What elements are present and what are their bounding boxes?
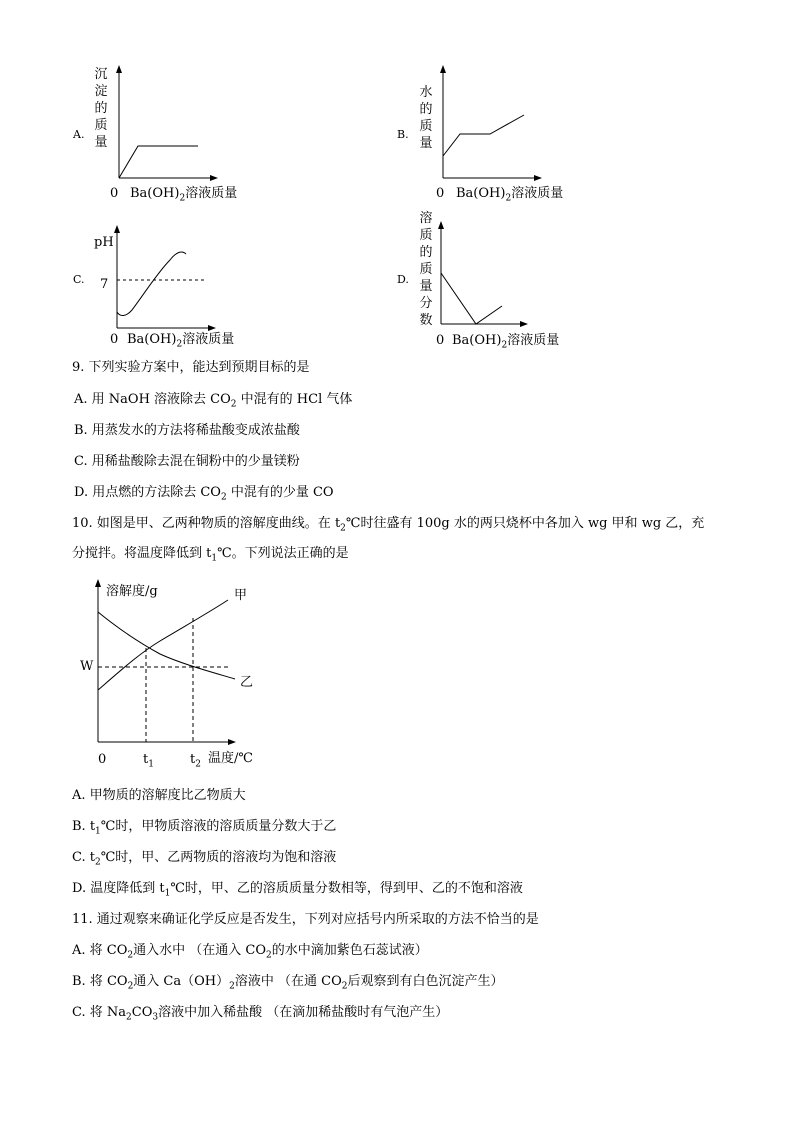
question-11-option-a: A. 将 $CO_2$通入水中 （在通入 $CO_2$的水中滴加紫色石蕊试液）: [72, 943, 428, 961]
graph-a-plot: [110, 62, 220, 184]
option-a-label: A.: [73, 128, 85, 141]
ylabel-char: 量: [94, 135, 108, 150]
t2-tick-label: $t_2$: [190, 752, 201, 770]
x-axis-arrow: [210, 175, 218, 181]
precipitate-curve: [119, 146, 198, 178]
graph-c-ylabel: pH: [94, 235, 114, 250]
x-axis-arrow: [208, 325, 216, 331]
solubility-ylabel: 溶解度/g: [106, 584, 158, 599]
graph-c-origin: 0: [110, 332, 119, 347]
w-label: W: [80, 659, 94, 674]
graph-b-origin: 0: [436, 186, 445, 201]
solubility-origin: 0: [98, 752, 107, 767]
graph-c-xlabel: $Ba(OH)_2$溶液质量: [127, 332, 235, 350]
mass-fraction-curve: [441, 273, 502, 324]
question-10-stem-line1: 10. 如图是甲、乙两种物质的溶解度曲线。在 $t_2℃$时往盛有 100g 水的两只烧杯中各加入 wg 甲和 wg 乙，充: [72, 516, 705, 534]
graph-c-ytick-7: 7: [100, 277, 109, 292]
ylabel-char: 质: [94, 118, 108, 133]
x-axis-arrow: [228, 739, 236, 745]
question-10-stem-line2: 分搅拌。将温度降低到 $t_1℃$。下列说法正确的是: [72, 546, 349, 564]
question-11-option-c: C. 将 $Na_2CO_3$溶液中加入稀盐酸 （在滴加稀盐酸时有气泡产生）: [72, 1005, 449, 1023]
ylabel-char: 的: [94, 101, 108, 116]
ylabel-char: 水: [419, 85, 433, 100]
x-axis-arrow: [520, 321, 528, 327]
y-axis-arrow: [114, 225, 120, 233]
question-10-option-b: B. $t_1℃$时，甲物质溶液的溶质质量分数大于乙: [72, 819, 337, 837]
question-9-option-b: B. 用蒸发水的方法将稀盐酸变成浓盐酸: [74, 423, 300, 438]
y-axis-arrow: [116, 65, 122, 73]
y-axis-arrow: [440, 65, 446, 73]
graph-a-xlabel: $Ba(OH)_2$溶液质量: [130, 186, 238, 204]
ylabel-char: 质: [419, 262, 433, 277]
ylabel-char: 数: [419, 313, 433, 328]
y-axis-arrow: [95, 579, 101, 587]
graph-b-xlabel: $Ba(OH)_2$溶液质量: [456, 186, 564, 204]
option-b-label: B.: [397, 128, 409, 141]
x-axis-arrow: [534, 175, 542, 181]
question-9-option-d: D. 用点燃的方法除去 $CO_2$ 中混有的少量 CO: [74, 485, 334, 503]
curve-label-jia: 甲: [234, 588, 248, 603]
graph-a-ylabel: [93, 66, 109, 151]
y-axis-arrow: [438, 221, 444, 229]
question-10-option-a: A. 甲物质的溶解度比乙物质大: [72, 788, 246, 803]
ylabel-char: 的: [419, 102, 433, 117]
t1-tick-label: $t_1$: [143, 752, 154, 770]
graph-d-plot: [432, 218, 532, 330]
graph-b-ylabel: [418, 84, 434, 152]
graph-d-xlabel: $Ba(OH)_2$溶液质量: [452, 333, 560, 351]
water-mass-curve: [443, 115, 524, 156]
graph-a-origin: 0: [110, 186, 119, 201]
ylabel-char: 量: [419, 279, 433, 294]
ylabel-char: 沉: [94, 67, 108, 82]
ylabel-char: 量: [419, 136, 433, 151]
ylabel-char: 质: [419, 228, 433, 243]
graph-b-plot: [434, 62, 544, 184]
ph-curve: [117, 252, 186, 316]
graph-c-plot: [108, 222, 218, 334]
question-9-stem: 9. 下列实验方案中，能达到预期目标的是: [72, 360, 310, 375]
option-c-label: C.: [73, 273, 85, 286]
graph-d-origin: 0: [436, 333, 445, 348]
solubility-xlabel: 温度/℃: [208, 751, 253, 766]
ylabel-char: 淀: [94, 84, 108, 99]
question-10-option-d: D. 温度降低到 $t_1℃$时，甲、乙的溶质质量分数相等，得到甲、乙的不饱和溶液: [72, 881, 523, 899]
option-d-label: D.: [397, 273, 409, 286]
question-11-stem: 11. 通过观察来确证化学反应是否发生，下列对应括号内所采取的方法不恰当的是: [72, 912, 539, 927]
question-11-option-b: B. 将 $CO_2$通入 $Ca(OH)_2$溶液中 （在通 $CO_2$后观察到有白色沉淀产生）: [72, 974, 504, 992]
ylabel-char: 质: [419, 119, 433, 134]
curve-jia: [98, 600, 228, 690]
ylabel-char: 的: [419, 245, 433, 260]
ylabel-char: 溶: [419, 211, 433, 226]
question-9-option-c: C. 用稀盐酸除去混在铜粉中的少量镁粉: [74, 454, 300, 469]
curve-label-yi: 乙: [240, 675, 254, 690]
question-10-option-c: C. $t_2℃$时，甲、乙两物质的溶液均为饱和溶液: [72, 850, 337, 868]
ylabel-char: 分: [419, 296, 433, 311]
question-9-option-a: A. 用 NaOH 溶液除去 $CO_2$ 中混有的 HCl 气体: [74, 392, 353, 410]
curve-yi: [98, 612, 235, 679]
